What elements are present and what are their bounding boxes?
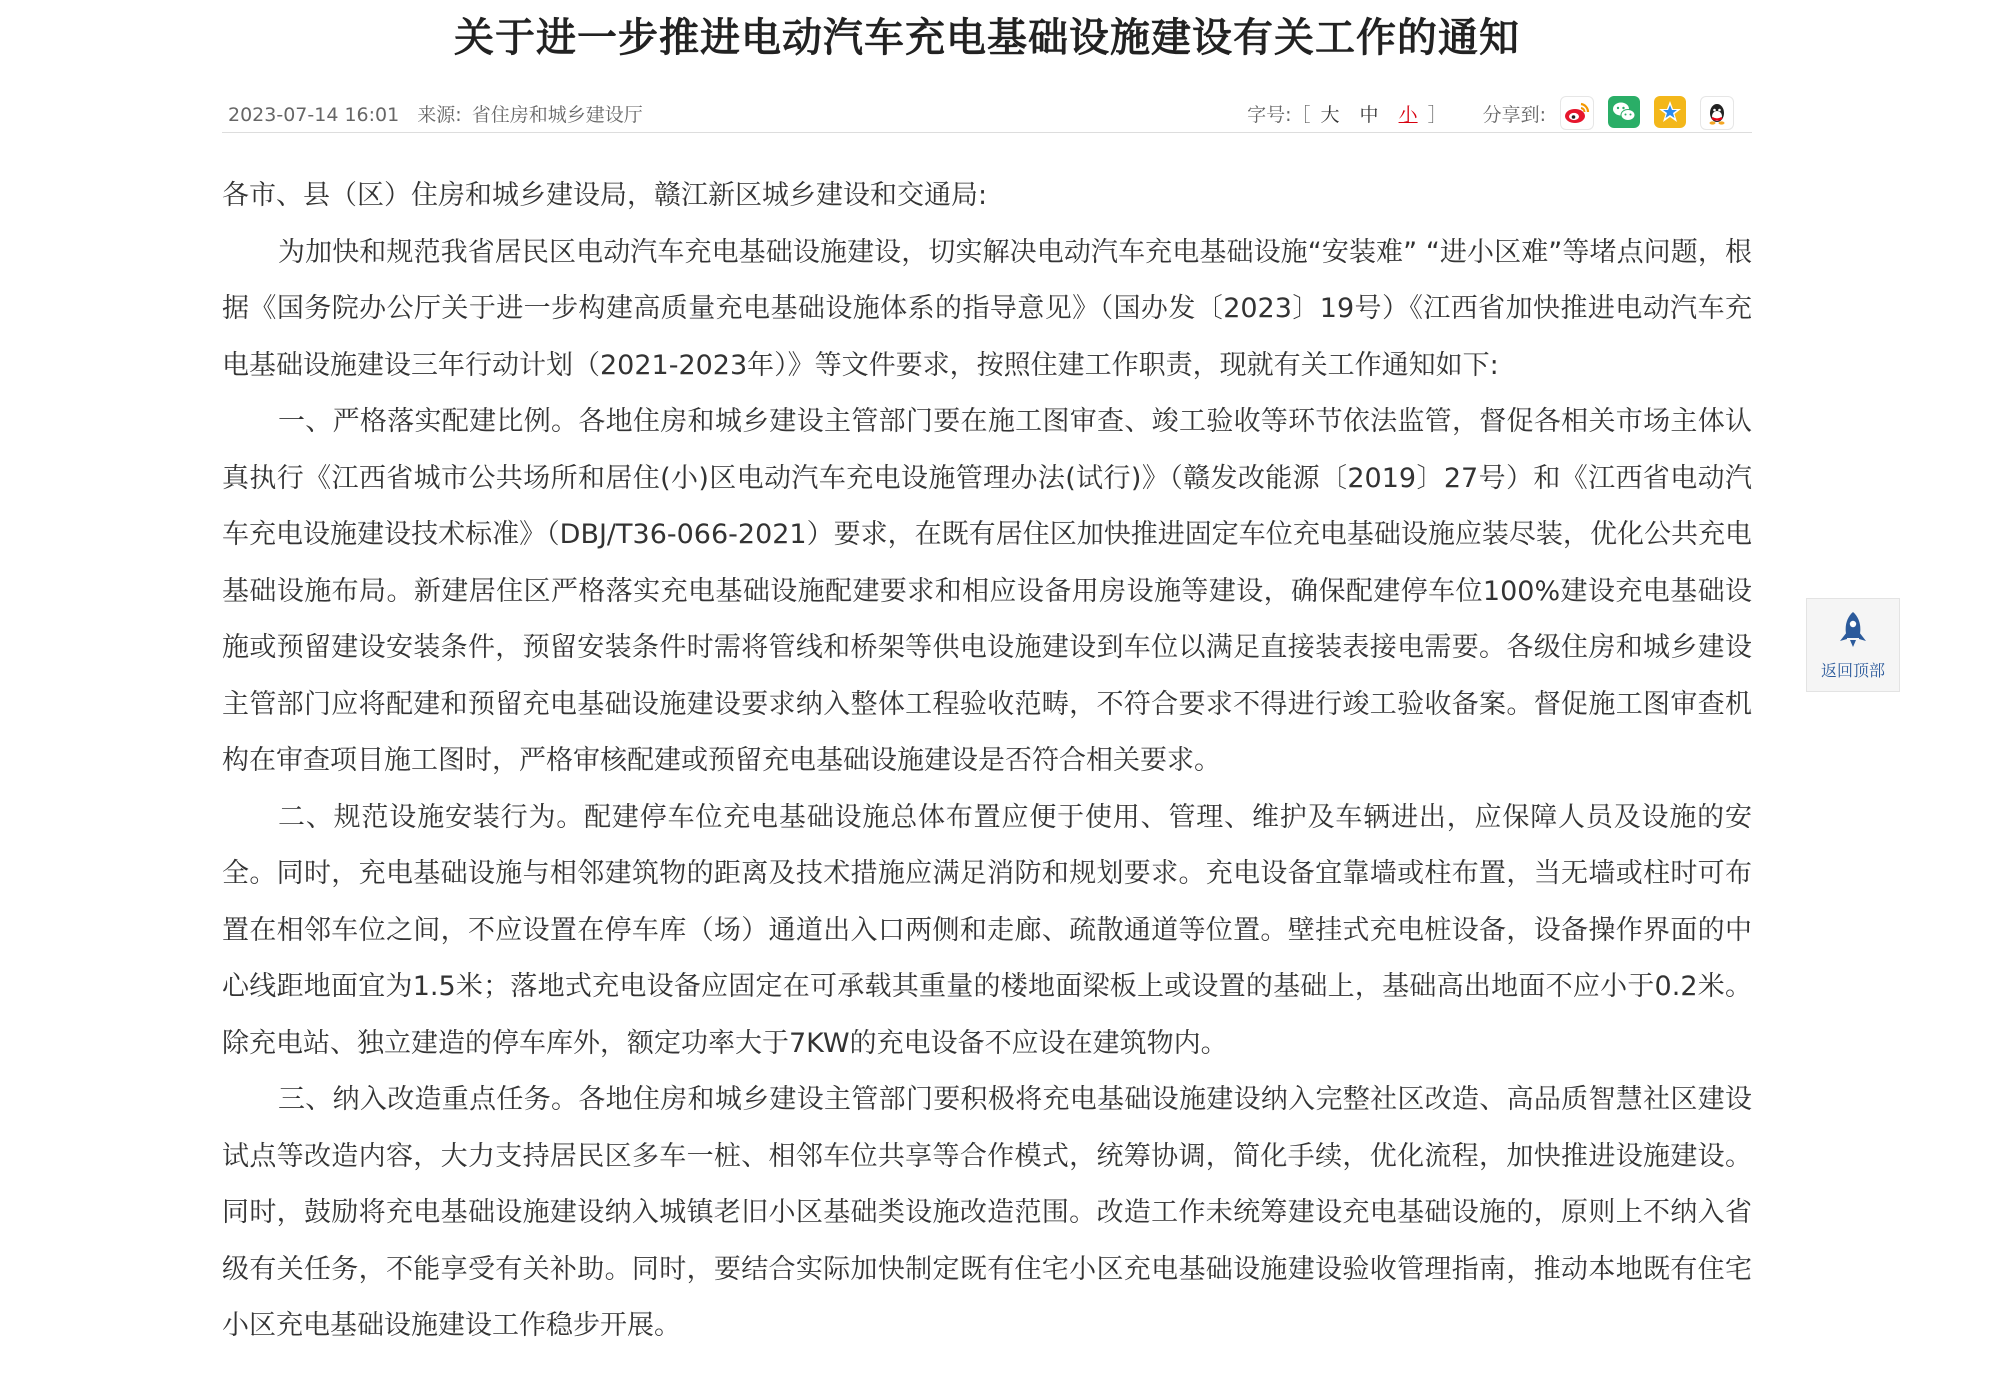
paragraph-section-2: 二、规范设施安装行为。配建停车位充电基础设施总体布置应便于使用、管理、维护及车辆进出，应保障人员及设施的安全。同时，充电基础设施与相邻建筑物的距离及技术措施应满足消防和规划要求。充电设备宜靠墙或柱布置，当无墙或柱时可布置在相邻车位之间，不应设置在停车库（场）通道出入口两侧和走廊、疏散通道等位置。壁挂式充电桩设备，设备操作界面的中心线距地面宜为1.5米；落地式充电设备应固定在可承载其重量的楼地面梁板上或设置的基础上，基础高出地面不应小于0.2米。除充电站、独立建造的停车库外，额定功率大于7KW的充电设备不应设在建筑物内。 [222,801,1752,1059]
qzone-icon[interactable] [1654,96,1686,128]
font-size-close-bracket: ］ [1427,104,1447,126]
paragraph-section-1: 一、严格落实配建比例。各地住房和城乡建设主管部门要在施工图审查、竣工验收等环节依法监管，督促各相关市场主体认真执行《江西省城市公共场所和居住(小)区电动汽车充电设施管理办法(试行)》（赣发改能源〔2019〕27号）和《江西省电动汽车充电设施建设技术标准》（DBJ/T36-066-2021）要求，在既有居住区加快推进固定车位充电基础设施应装尽装，优化公共充电基础设施布局。新建居住区严格落实充电基础设施配建要求和相应设备用房设施等建设，确保配建停车位100%建设充电基础设施或预留建设安装条件，预留安装条件时需将管线和桥架等供电设施建设到车位以满足直接装表接电需要。各级住房和城乡建设主管部门应将配建和预留充电基础设施建设要求纳入整体工程验收范畴，不符合要求不得进行竣工验收备案。督促施工图审查机构在审查项目施工图时，严格审核配建或预留充电基础设施建设是否符合相关要求。 [222,406,1752,776]
article [222,0,1752,1341]
back-to-top-button[interactable] [1806,598,1900,692]
paragraph-section-3: 三、纳入改造重点任务。各地住房和城乡建设主管部门要积极将充电基础设施建设纳入完整社区改造、高品质智慧社区建设试点等改造内容，大力支持居民区多车一桩、相邻车位共享等合作模式，统筹协调，简化手续，优化流程，加快推进设施建设。同时，鼓励将充电基础设施建设纳入城镇老旧小区基础类设施改造范围。改造工作未统筹建设充电基础设施的，原则上不纳入省级有关任务，不能享受有关补助。同时，要结合实际加快制定既有住宅小区充电基础设施建设验收管理指南，推动本地既有住宅小区充电基础设施建设工作稳步开展。 [222,1084,1752,1341]
article-title: 关于进一步推进电动汽车充电基础设施建设有关工作的通知 [454,15,1520,61]
publish-date: 2023-07-14 16:01 [228,104,400,126]
greeting-line: 各市、县（区）住房和城乡建设局，赣江新区城乡建设和交通局: [222,180,988,211]
article-meta-info [228,100,655,127]
font-size-label: 字号:［ [1247,104,1311,126]
source-label: 来源: [417,104,462,126]
article-meta-bar [222,96,1752,133]
qq-icon[interactable] [1700,96,1734,130]
back-to-top-label: 返回顶部 [1820,660,1885,680]
share-label: 分享到: [1482,104,1546,126]
font-size-small-link[interactable]: 小 [1398,104,1418,126]
article-tools [1247,96,1734,132]
font-size-medium-link[interactable]: 中 [1359,104,1379,126]
weibo-icon[interactable] [1560,96,1594,130]
article-body [222,168,1752,1355]
source-value: 省住房和城乡建设厅 [471,104,643,126]
font-size-switcher [1247,100,1446,127]
rocket-icon [1835,610,1871,654]
wechat-icon[interactable] [1608,96,1640,128]
font-size-large-link[interactable]: 大 [1320,104,1340,126]
paragraph-intro: 为加快和规范我省居民区电动汽车充电基础设施建设，切实解决电动汽车充电基础设施“安装难” “进小区难”等堵点问题，根据《国务院办公厅关于进一步构建高质量充电基础设施体系的指导意见》（国办发〔2023〕19号）《江西省加快推进电动汽车充电基础设施建设三年行动计划（2021-2023年）》等文件要求，按照住建工作职责，现就有关工作通知如下: [222,236,1752,381]
share-icons [1560,96,1734,130]
